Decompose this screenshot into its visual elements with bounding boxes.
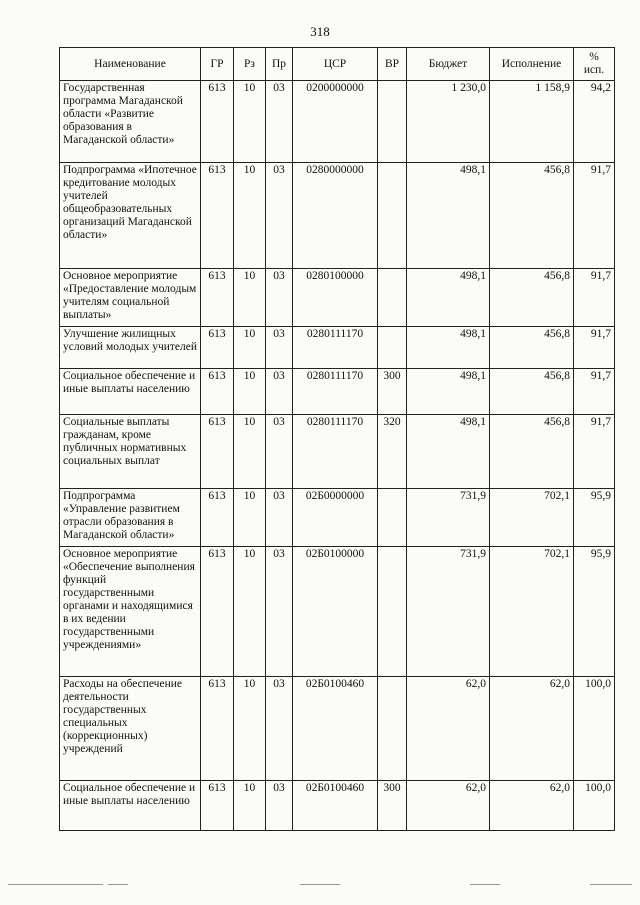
row-vr — [378, 677, 407, 781]
table-body — [60, 81, 615, 831]
row-csr: 0280111170 — [293, 369, 378, 415]
row-name: Социальное обеспечение и иные выплаты населению — [60, 781, 201, 831]
header-percent — [574, 48, 615, 81]
row-csr: 0280100000 — [293, 269, 378, 327]
header-rz: Рз — [234, 48, 266, 81]
table-row — [60, 489, 615, 547]
row-execution: 702,1 — [490, 547, 574, 677]
row-gr: 613 — [201, 781, 234, 831]
row-rz: 10 — [234, 547, 266, 677]
row-budget: 498,1 — [407, 327, 490, 369]
row-percent: 91,7 — [574, 327, 615, 369]
row-pr: 03 — [266, 677, 293, 781]
header-budget: Бюджет — [407, 48, 490, 81]
row-gr: 613 — [201, 547, 234, 677]
row-pr: 03 — [266, 163, 293, 269]
row-execution: 456,8 — [490, 327, 574, 369]
row-percent: 91,7 — [574, 163, 615, 269]
row-csr: 02Б0000000 — [293, 489, 378, 547]
row-budget: 498,1 — [407, 163, 490, 269]
row-percent: 95,9 — [574, 547, 615, 677]
row-percent: 94,2 — [574, 81, 615, 163]
row-pr: 03 — [266, 781, 293, 831]
row-vr: 300 — [378, 781, 407, 831]
header-percent-label: исп. — [583, 64, 605, 76]
row-rz: 10 — [234, 415, 266, 489]
row-vr: 300 — [378, 369, 407, 415]
row-name: Улучшение жилищных условий молодых учителей — [60, 327, 201, 369]
row-gr: 613 — [201, 269, 234, 327]
row-rz: 10 — [234, 269, 266, 327]
header-vr: ВР — [378, 48, 407, 81]
row-execution: 456,8 — [490, 415, 574, 489]
table-row — [60, 781, 615, 831]
row-name: Государственная программа Магаданской области «Развитие образования в Магаданской области» — [60, 81, 201, 163]
row-csr: 02Б0100460 — [293, 677, 378, 781]
table-header-row — [60, 48, 615, 81]
table-row — [60, 369, 615, 415]
header-percent-sign: % — [589, 51, 599, 63]
row-name: Подпрограмма «Ипотечное кредитование молодых учителей общеобразовательных организаций Магаданской области» — [60, 163, 201, 269]
table-row — [60, 677, 615, 781]
row-pr: 03 — [266, 81, 293, 163]
row-vr — [378, 269, 407, 327]
row-percent: 95,9 — [574, 489, 615, 547]
row-vr — [378, 163, 407, 269]
row-budget: 498,1 — [407, 415, 490, 489]
row-budget: 498,1 — [407, 269, 490, 327]
row-gr: 613 — [201, 677, 234, 781]
row-gr: 613 — [201, 163, 234, 269]
row-name: Основное мероприятие «Обеспечение выполнения функций государственными органами и находящимися в их ведении государственными учреждениями» — [60, 547, 201, 677]
row-rz: 10 — [234, 81, 266, 163]
row-execution: 1 158,9 — [490, 81, 574, 163]
row-budget: 731,9 — [407, 547, 490, 677]
row-pr: 03 — [266, 547, 293, 677]
row-rz: 10 — [234, 369, 266, 415]
row-rz: 10 — [234, 327, 266, 369]
row-percent: 91,7 — [574, 269, 615, 327]
row-csr: 0280000000 — [293, 163, 378, 269]
row-name: Подпрограмма «Управление развитием отрасли образования в Магаданской области» — [60, 489, 201, 547]
row-execution: 456,8 — [490, 369, 574, 415]
row-pr: 03 — [266, 369, 293, 415]
row-budget: 1 230,0 — [407, 81, 490, 163]
header-name: Наименование — [60, 48, 201, 81]
row-execution: 702,1 — [490, 489, 574, 547]
row-execution: 456,8 — [490, 269, 574, 327]
row-vr — [378, 81, 407, 163]
row-vr: 320 — [378, 415, 407, 489]
page-number: 318 — [310, 24, 330, 39]
row-gr: 613 — [201, 415, 234, 489]
table-row — [60, 269, 615, 327]
header-csr: ЦСР — [293, 48, 378, 81]
budget-execution-table — [59, 47, 615, 831]
row-name: Расходы на обеспечение деятельности государственных специальных (коррекционных) учреждений — [60, 677, 201, 781]
row-name: Социальные выплаты гражданам, кроме публичных нормативных социальных выплат — [60, 415, 201, 489]
header-execution: Исполнение — [490, 48, 574, 81]
row-csr: 02Б0100460 — [293, 781, 378, 831]
row-pr: 03 — [266, 489, 293, 547]
row-execution: 62,0 — [490, 781, 574, 831]
row-gr: 613 — [201, 369, 234, 415]
row-percent: 91,7 — [574, 369, 615, 415]
row-rz: 10 — [234, 489, 266, 547]
row-budget: 62,0 — [407, 781, 490, 831]
row-vr — [378, 489, 407, 547]
row-pr: 03 — [266, 269, 293, 327]
table-row — [60, 327, 615, 369]
row-csr: 0280111170 — [293, 415, 378, 489]
table-row — [60, 547, 615, 677]
row-csr: 0200000000 — [293, 81, 378, 163]
row-rz: 10 — [234, 781, 266, 831]
row-csr: 0280111170 — [293, 327, 378, 369]
row-percent: 100,0 — [574, 781, 615, 831]
row-gr: 613 — [201, 489, 234, 547]
row-percent: 100,0 — [574, 677, 615, 781]
row-rz: 10 — [234, 163, 266, 269]
scan-artifact-lines — [0, 884, 640, 890]
row-pr: 03 — [266, 327, 293, 369]
row-name: Социальное обеспечение и иные выплаты населению — [60, 369, 201, 415]
row-percent: 91,7 — [574, 415, 615, 489]
row-name: Основное мероприятие «Предоставление молодым учителям социальной выплаты» — [60, 269, 201, 327]
row-execution: 62,0 — [490, 677, 574, 781]
row-gr: 613 — [201, 327, 234, 369]
row-budget: 62,0 — [407, 677, 490, 781]
table-row — [60, 81, 615, 163]
table-row — [60, 415, 615, 489]
header-gr: ГР — [201, 48, 234, 81]
row-vr — [378, 547, 407, 677]
row-vr — [378, 327, 407, 369]
row-csr: 02Б0100000 — [293, 547, 378, 677]
row-budget: 731,9 — [407, 489, 490, 547]
header-pr: Пр — [266, 48, 293, 81]
row-budget: 498,1 — [407, 369, 490, 415]
row-pr: 03 — [266, 415, 293, 489]
table-row — [60, 163, 615, 269]
row-execution: 456,8 — [490, 163, 574, 269]
row-rz: 10 — [234, 677, 266, 781]
row-gr: 613 — [201, 81, 234, 163]
